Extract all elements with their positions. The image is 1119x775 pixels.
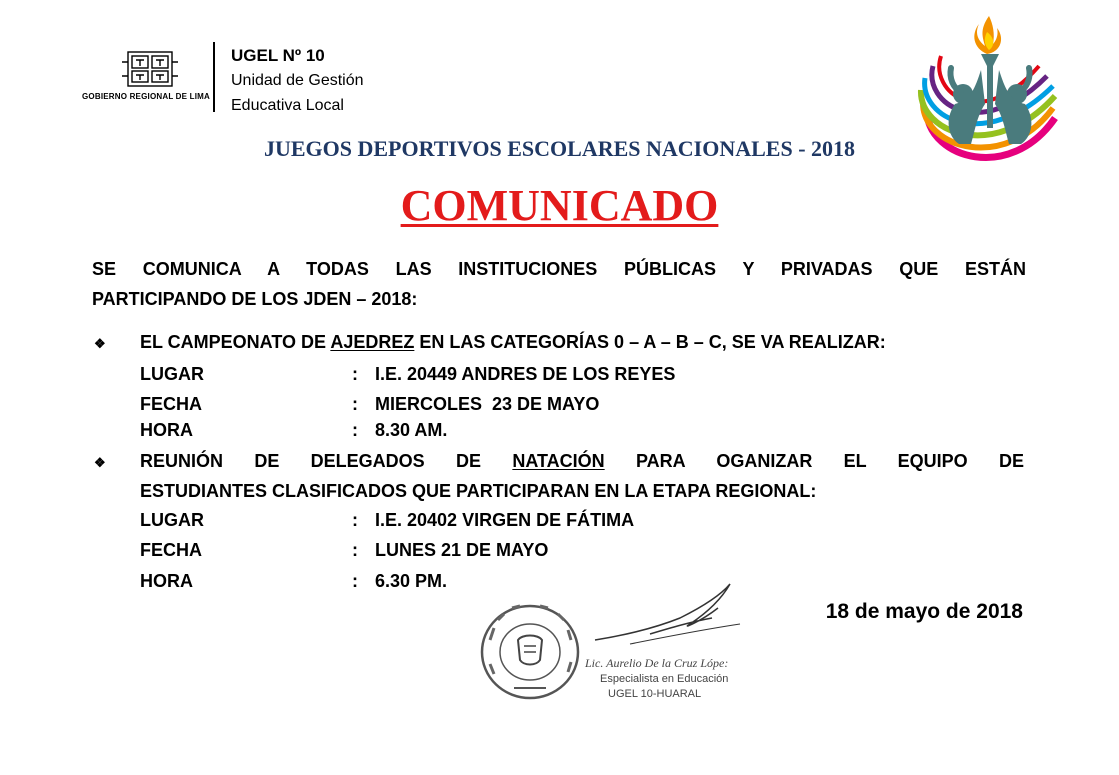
signature-name: Lic. Aurelio De la Cruz Lópe: xyxy=(585,656,729,670)
item1-lugar-label: LUGAR xyxy=(140,364,204,384)
item1-hora-value: 8.30 AM. xyxy=(375,420,448,440)
gov-logo-caption: GOBIERNO REGIONAL DE LIMA xyxy=(82,92,210,101)
item2-fecha-value: LUNES 21 DE MAYO xyxy=(375,540,549,560)
item2-lugar-label: LUGAR xyxy=(140,510,204,530)
official-stamp-icon xyxy=(474,600,592,706)
intro-line-2: PARTICIPANDO DE LOS JDEN – 2018: xyxy=(92,289,418,309)
item2-hora-value: 6.30 PM. xyxy=(375,571,448,591)
signature-office: UGEL 10-HUARAL xyxy=(608,688,702,700)
ugel-subtitle-line2: Educativa Local xyxy=(231,97,344,114)
item1-lugar-value: I.E. 20449 ANDRES DE LOS REYES xyxy=(375,364,676,384)
handwritten-signature xyxy=(590,578,750,648)
item2-hora-label: HORA xyxy=(140,571,193,591)
item1-hora-label: HORA xyxy=(140,420,193,440)
signature-role: Especialista en Educación xyxy=(600,673,729,685)
item2-fecha-label: FECHA xyxy=(140,540,202,560)
bullet-diamond-icon: ❖ xyxy=(94,455,106,470)
colon: : xyxy=(352,420,358,440)
event-title: JUEGOS DEPORTIVOS ESCOLARES NACIONALES - 2018 xyxy=(263,136,856,161)
communique-heading: COMUNICADO xyxy=(400,181,719,230)
item2-text: REUNIÓN DE DELEGADOS DE NATACIÓN PARA OGANIZAR EL EQUIPO DE xyxy=(140,451,1024,471)
colon: : xyxy=(352,540,358,560)
document-date: 18 de mayo de 2018 xyxy=(825,600,1023,623)
item1-fecha-value: MIERCOLES 23 DE MAYO xyxy=(375,394,600,414)
intro-line-1: SE COMUNICA A TODAS LAS INSTITUCIONES PÚBLICAS Y PRIVADAS QUE ESTÁN xyxy=(92,259,1026,279)
bullet-diamond-icon: ❖ xyxy=(94,336,106,351)
ugel-subtitle-line1: Unidad de Gestión xyxy=(231,72,364,89)
colon: : xyxy=(352,394,358,414)
header-divider xyxy=(213,42,215,112)
item1-text: EL CAMPEONATO DE AJEDREZ EN LAS CATEGORÍAS 0 – A – B – C, SE VA REALIZAR: xyxy=(140,332,886,352)
keyword-ajedrez: AJEDREZ xyxy=(330,332,415,352)
colon: : xyxy=(352,364,358,384)
item2-text-line2: ESTUDIANTES CLASIFICADOS QUE PARTICIPARAN EN LA ETAPA REGIONAL: xyxy=(140,481,817,501)
colon: : xyxy=(352,571,358,591)
ugel-name: UGEL Nº 10 xyxy=(231,46,325,65)
keyword-natacion: NATACIÓN xyxy=(512,451,605,471)
item1-fecha-label: FECHA xyxy=(140,394,202,414)
colon: : xyxy=(352,510,358,530)
item2-lugar-value: I.E. 20402 VIRGEN DE FÁTIMA xyxy=(375,510,635,530)
